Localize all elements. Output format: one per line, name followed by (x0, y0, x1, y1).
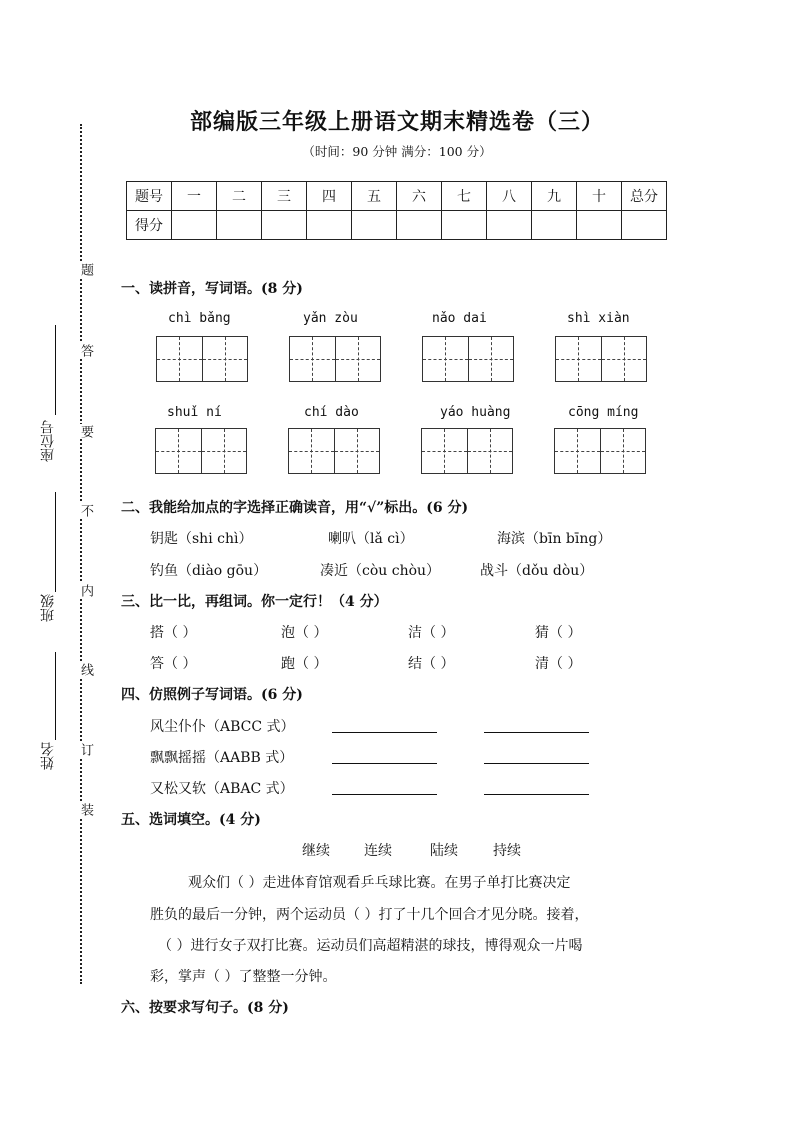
word-group-item[interactable]: 清（ ） (535, 656, 582, 672)
writing-grid[interactable] (155, 428, 247, 473)
binding-char: 装 (78, 803, 93, 816)
column-header: 九 (532, 182, 577, 211)
column-header: 三 (262, 182, 307, 211)
passage-line[interactable]: 观众们（ ）走进体育馆观看乒乓球比赛。在男子单打比赛决定 (188, 875, 571, 891)
section-6-heading: 六、按要求写句子。(8 分) (121, 1000, 289, 1016)
section-4-heading: 四、仿照例子写词语。(6 分) (121, 687, 303, 703)
word-choice: 继续 (302, 843, 330, 859)
binding-char: 要 (78, 425, 93, 438)
word-group-item[interactable]: 搭（ ） (150, 625, 197, 641)
score-row-label: 题号 (127, 182, 172, 211)
score-cell[interactable] (487, 211, 532, 240)
pronunciation-item[interactable]: 喇叭（lǎ cì） (328, 531, 414, 547)
binding-char: 题 (78, 263, 93, 276)
answer-line[interactable] (484, 763, 589, 764)
class-label: 班级 (40, 594, 56, 622)
section-3-heading: 三、比一比，再组词。你一定行！（4 分） (121, 594, 388, 610)
passage-line[interactable]: （ ）进行女子双打比赛。运动员们高超精湛的球技，博得观众一片喝 (158, 938, 583, 954)
word-group-item[interactable]: 洁（ ） (408, 625, 455, 641)
pinyin-label: chí dào (304, 405, 359, 420)
score-table (126, 181, 667, 240)
passage-line[interactable]: 彩，掌声（ ）了整整一分钟。 (150, 969, 337, 985)
column-header: 八 (487, 182, 532, 211)
score-cell[interactable] (532, 211, 577, 240)
writing-grid[interactable] (422, 336, 514, 381)
writing-grid[interactable] (554, 428, 646, 473)
page-title: 部编版三年级上册语文期末精选卷（三） (189, 109, 604, 135)
score-cell[interactable] (622, 211, 667, 240)
word-group-item[interactable]: 结（ ） (408, 656, 455, 672)
word-group-item[interactable]: 猜（ ） (535, 625, 582, 641)
score-cell[interactable] (172, 211, 217, 240)
binding-char: 订 (78, 743, 93, 756)
word-choice: 陆续 (430, 843, 458, 859)
example-word: 又松又软（ABAC 式） (150, 781, 294, 797)
pronunciation-item[interactable]: 钓鱼（diào gōu） (150, 563, 268, 579)
answer-line[interactable] (332, 794, 437, 795)
pronunciation-item[interactable]: 战斗（dǒu dòu） (480, 563, 594, 579)
score-cell[interactable] (307, 211, 352, 240)
word-group-item[interactable]: 泡（ ） (281, 625, 328, 641)
name-label: 姓名 (40, 742, 56, 770)
binding-char: 线 (78, 663, 93, 676)
column-header: 二 (217, 182, 262, 211)
column-header: 七 (442, 182, 487, 211)
pinyin-label: yáo huàng (440, 405, 511, 420)
binding-char: 答 (78, 344, 93, 357)
score-row-label: 得分 (127, 211, 172, 240)
section-2-heading: 二、我能给加点的字选择正确读音，用“√”标出。(6 分) (121, 500, 469, 516)
column-header: 六 (397, 182, 442, 211)
class-line[interactable] (55, 492, 56, 592)
seat-number-line[interactable] (55, 325, 56, 415)
seat-number-label: 座位号 (40, 420, 56, 462)
writing-grid[interactable] (156, 336, 248, 381)
answer-line[interactable] (484, 794, 589, 795)
score-cell[interactable] (397, 211, 442, 240)
example-word: 风尘仆仆（ABCC 式） (150, 719, 295, 735)
section-1-heading: 一、读拼音，写词语。(8 分) (121, 281, 303, 297)
writing-grid[interactable] (289, 336, 381, 381)
writing-grid[interactable] (421, 428, 513, 473)
table-row (127, 182, 667, 211)
binding-char: 内 (78, 584, 93, 597)
exam-info: （时间：90 分钟 满分：100 分） (302, 144, 492, 159)
score-cell[interactable] (577, 211, 622, 240)
pinyin-label: shuǐ ní (167, 405, 222, 420)
example-word: 飘飘摇摇（AABB 式） (150, 750, 294, 766)
score-cell[interactable] (217, 211, 262, 240)
column-header: 十 (577, 182, 622, 211)
word-choice: 持续 (493, 843, 521, 859)
pinyin-label: shì xiàn (567, 311, 630, 326)
word-choice: 连续 (364, 843, 392, 859)
score-cell[interactable] (352, 211, 397, 240)
pronunciation-item[interactable]: 海滨（bīn bīng） (497, 531, 612, 547)
pinyin-label: yǎn zòu (303, 311, 358, 326)
pinyin-label: nǎo dai (432, 311, 487, 326)
passage-line[interactable]: 胜负的最后一分钟，两个运动员（ ）打了十几个回合才见分晓。接着， (150, 907, 589, 923)
writing-grid[interactable] (555, 336, 647, 381)
answer-line[interactable] (332, 732, 437, 733)
column-header: 四 (307, 182, 352, 211)
binding-char: 不 (78, 504, 93, 517)
writing-grid[interactable] (288, 428, 380, 473)
pronunciation-item[interactable]: 凑近（còu chòu） (320, 563, 441, 579)
name-line[interactable] (55, 652, 56, 740)
column-header: 总分 (622, 182, 667, 211)
score-cell[interactable] (442, 211, 487, 240)
word-group-item[interactable]: 答（ ） (150, 656, 197, 672)
column-header: 一 (172, 182, 217, 211)
pronunciation-item[interactable]: 钥匙（shi chì） (150, 531, 253, 547)
score-cell[interactable] (262, 211, 307, 240)
pinyin-label: cōng míng (568, 405, 639, 420)
binding-dotted-line (80, 124, 82, 984)
answer-line[interactable] (332, 763, 437, 764)
table-row (127, 211, 667, 240)
section-5-heading: 五、选词填空。(4 分) (121, 812, 261, 828)
word-group-item[interactable]: 跑（ ） (281, 656, 328, 672)
answer-line[interactable] (484, 732, 589, 733)
pinyin-label: chì bǎng (168, 311, 231, 326)
column-header: 五 (352, 182, 397, 211)
